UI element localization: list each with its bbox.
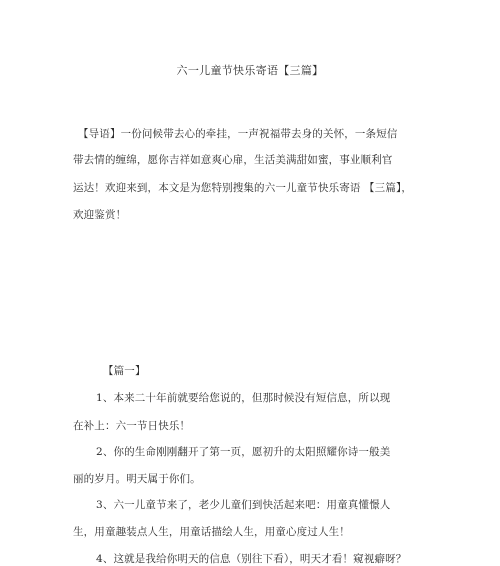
intro-line: 【导语】一份问候带去心的牵挂，一声祝福带去身的关怀，一条短信 (78, 128, 398, 140)
paragraph-line: 2、你的生命刚刚翻开了第一页，愿初升的太阳照耀你诗一般美 (96, 446, 391, 458)
intro-line: 运达！欢迎来到，本文是为您特别搜集的六一儿童节快乐寄语 【三篇】， (73, 182, 413, 194)
intro-line: 欢迎鉴赏！ (73, 209, 127, 221)
paragraph-line: 4、这就是我给你明天的信息（别往下看），明天才看！窥视癖呀？ (96, 553, 407, 565)
paragraph-line: 1、本来二十年前就要给您说的，但那时候没有短信息，所以现 (96, 392, 391, 404)
document-title: 六一儿童节快乐寄语【三篇】 (176, 64, 324, 77)
intro-line: 带去情的缠绵，愿你吉祥如意爽心扉，生活美满甜如蜜，事业顺利官 (73, 154, 393, 166)
paragraph-line: 3、六一儿童节来了，老少儿童们到快活起来吧：用童真懂憬人 (96, 499, 391, 511)
paragraph-line: 丽的岁月。明天属于你们。 (73, 473, 201, 485)
paragraph-line: 生，用童趣装点人生，用童话描绘人生，用童心度过人生！ (73, 526, 350, 538)
paragraph-line: 在补上：六一节日快乐！ (73, 420, 191, 432)
section-heading: 【篇一】 (103, 365, 146, 377)
